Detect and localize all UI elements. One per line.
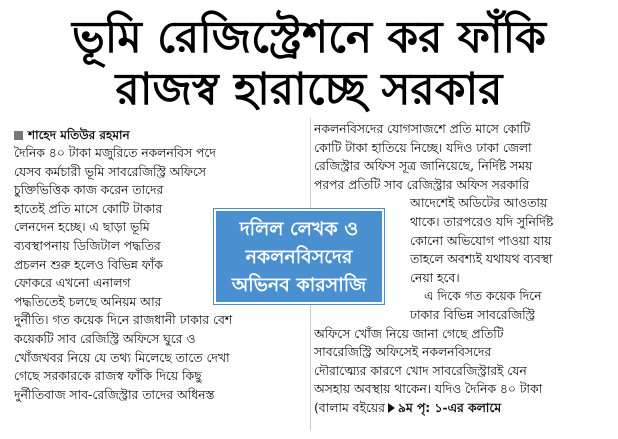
left-line: দুর্নীতিবাজ সাব-রেজিস্ট্রার তাদের অধিনস্ত (14, 387, 215, 402)
right-line: নেয়া হবে। (410, 270, 460, 285)
continuation-text: ৯ম পৃ: ১-এর কলামে (397, 400, 502, 415)
right-line: অসহায় অবস্থায় থাকেন। যদিও দৈনিক ৪০ টাকা (314, 382, 543, 397)
right-line: সাবরেজিস্ট্রি অফিসেই নকলনবিসদের (314, 345, 492, 360)
right-line: এ দিকে গত কয়েক দিনে (424, 289, 542, 304)
continuation-line (314, 399, 610, 418)
pull-quote-line: দলিল লেখক ও (239, 218, 359, 240)
headline-line-2: রাজস্ব হারাচ্ছে সরকার (115, 64, 503, 115)
byline-author: শাহেদ মতিউর রহমান (28, 128, 130, 142)
left-line: লেনদেন হচ্ছে। এ ছাড়া ভূমি (14, 220, 150, 235)
right-line: আদেশেই অডিটের আওতায় (410, 196, 548, 211)
left-line: হাতেই প্রতি মাসে কোটি টাকার (14, 201, 163, 216)
play-arrow-icon (388, 403, 395, 413)
left-line: কয়েকটি সাব রেজিস্ট্রি অফিসে ঘুরে ও (14, 331, 196, 346)
left-line: গেছে সরকারকে রাজস্ব ফাঁকি দিয়ে কিছু (14, 369, 202, 384)
right-line: থাকে। তারপরেও যদি সুনির্দিষ্ট (410, 214, 554, 229)
left-line: দুর্নীতি। গত কয়েক দিনে রাজধানী ঢাকার বেশ (14, 313, 233, 328)
left-line: ফোকরে এখনো এনালগ (14, 276, 131, 291)
right-line: তাহলে অবশ্যই যথাযথ ব্যবস্থা (410, 252, 553, 267)
left-line: যেসব কর্মচারী ভূমি সাবরেজিস্ট্রি অফিসে (14, 164, 206, 179)
pull-quote-line: নকলনবিসদের (245, 246, 353, 268)
right-line: নকলনবিসদের যোগসাজশে প্রতি মাসে কোটি (314, 122, 531, 136)
square-bullet-icon (14, 131, 23, 140)
left-line: চুক্তিভিত্তিক কাজ করেন তাদের (14, 183, 164, 198)
right-line: অফিসে খোঁজ নিয়ে জানা গেছে প্রতিটি (314, 326, 504, 341)
left-line: প্রচলন শুরু হলেও বিভিন্ন ফাঁক (14, 257, 163, 272)
pull-quote-line: অভিনব কারসাজি (231, 274, 367, 296)
pull-quote-box (214, 209, 384, 304)
left-line: পদ্ধতিতেই চলছে অনিয়ম আর (14, 294, 162, 309)
headline-line-1: ভূমি রেজিস্ট্রেশনে কর ফাঁকি (71, 12, 547, 63)
left-line: খোঁজখবর নিয়ে যে তথ্য মিলেছে তাতে দেখা (14, 350, 230, 365)
right-line: রেজিস্ট্রার অফিস সূত্র জানিয়েছে, নির্দিষ্ট সময় (314, 159, 533, 174)
right-line: ঢাকার বিভিন্ন সাবরেজিস্ট্রি (410, 307, 535, 322)
right-line: কোটি টাকা হাতিয়ে নিচ্ছে। যদিও ঢাকা জেলা (314, 140, 532, 155)
right-line: পরপর প্রতিটি সাব রেজিস্ট্রার অফিস সরকারি (314, 177, 529, 192)
right-last-prefix: (বালাম বইয়ের (314, 400, 385, 415)
continuation-note[interactable] (385, 401, 501, 415)
right-line: কোনো অভিযোগ পাওয়া যায় (410, 233, 552, 248)
left-line: ব্যবস্থাপনায় ডিজিটাল পদ্ধতির (14, 238, 161, 253)
right-line: দৌরাত্ম্যের কারণে খোদ সাবরেজিস্ট্রারই যেন (314, 363, 527, 378)
left-line: দৈনিক ৪০ টাকা মজুরিতে নকলনবিস পদে (14, 146, 216, 160)
